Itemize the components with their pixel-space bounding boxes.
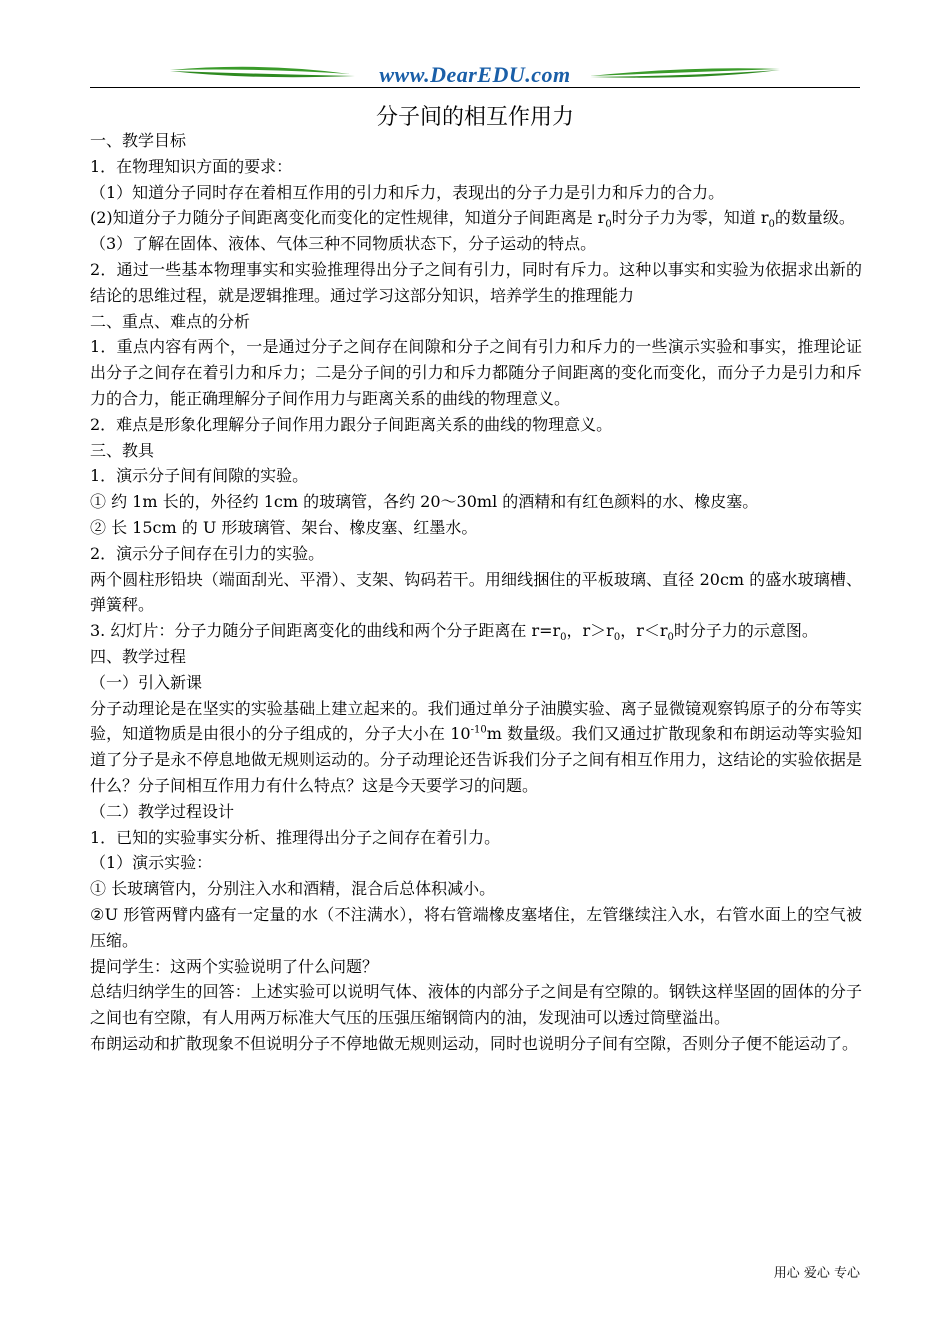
paragraph: 2．通过一些基本物理事实和实验推理得出分子之间有引力，同时有斥力。这种以事实和实验为依据求出新的结论的思维过程，就是逻辑推理。通过学习这部分知识，培养学生的推理能力: [90, 259, 862, 305]
paragraph: 分子动理论是在坚实的实验基础上建立起来的。我们通过单分子油膜实验、离子显微镜观察钨原子的分布等实验，知道物质是由很小的分子组成的，分子大小在 $10^{-10}m$ 数量级。我们又通过扩散现象和布朗运动等实验知道了分子是永不停息地做无规则运动的。分子动理论还告诉我们分子之间有相互作用力，这结论的实验依据是什么？分子间相互作用力有什么特点？这是今天要学习的问题。: [90, 698, 862, 795]
subsection-heading: （一）引入新课: [90, 672, 203, 692]
paragraph: 总结归纳学生的回答：上述实验可以说明气体、液体的内部分子之间是有空隙的。钢铁这样坚固的固体的分子之间也有空隙，有人用两万标准大气压的压强压缩钢筒内的油，发现油可以透过筒壁溢出。: [90, 982, 862, 1028]
section-heading: 四、教学过程: [90, 646, 187, 666]
document-body: [90, 128, 862, 1057]
paragraph: (2)知道分子力随分子间距离变化而变化的定性规律，知道分子间距离是 $r_0$时分子力为零，知道 $r_0$的数量级。: [90, 208, 855, 231]
header-divider: [90, 87, 860, 88]
subsection-heading: （二）教学过程设计: [90, 801, 235, 821]
paragraph: 布朗运动和扩散现象不但说明分子不停地做无规则运动，同时也说明分子间有空隙，否则分子便不能运动了。: [90, 1033, 859, 1053]
paragraph: 2．演示分子间存在引力的实验。: [90, 543, 325, 563]
page-footer: 用心 爱心 专心: [773, 1266, 860, 1281]
paragraph: ① 约 1m 长的，外径约 1cm 的玻璃管，各约 20～30ml 的酒精和有红色颜料的水、橡皮塞。: [90, 492, 759, 512]
paragraph: 提问学生：这两个实验说明了什么问题？: [90, 956, 379, 976]
section-heading: 三、教具: [90, 440, 155, 460]
paragraph: 2．难点是形象化理解分子间作用力跟分子间距离关系的曲线的物理意义。: [90, 414, 613, 434]
paragraph: （3）了解在固体、液体、气体三种不同物质状态下，分子运动的特点。: [90, 234, 597, 254]
paragraph: 1．已知的实验事实分析、推理得出分子之间存在着引力。: [90, 827, 501, 847]
paragraph: ②U 形管两臂内盛有一定量的水（不注满水），将右管端橡皮塞堵住，左管继续注入水，右管水面上的空气被压缩。: [90, 904, 862, 950]
paragraph: 1．重点内容有两个，一是通过分子之间存在间隙和分子之间有引力和斥力的一些演示实验和事实，推理论证出分子之间存在着引力和斥力；二是分子间的引力和斥力都随分子间距离的变化而变化，而分子力是引力和斥力的合力，能正确理解分子间作用力与距离关系的曲线的物理意义。: [90, 337, 862, 408]
paragraph: 1．演示分子间有间隙的实验。: [90, 466, 309, 486]
paragraph: ② 长 15cm 的 U 形玻璃管、架台、橡皮塞、红墨水。: [90, 517, 478, 537]
site-header: [90, 60, 860, 90]
paragraph: 两个圆柱形铅块（端面刮光、平滑）、支架、钩码若干。用细线捆住的平板玻璃、直径 20cm 的盛水玻璃槽、弹簧秤。: [90, 569, 862, 615]
section-heading: 一、教学目标: [90, 131, 187, 150]
section-heading: 二、重点、难点的分析: [90, 311, 251, 331]
paragraph: （1）演示实验：: [90, 853, 213, 873]
page-title: 分子间的相互作用力: [375, 105, 574, 130]
paragraph: 1．在物理知识方面的要求：: [90, 156, 293, 176]
paragraph: （1）知道分子同时存在着相互作用的引力和斥力，表现出的分子力是引力和斥力的合力。: [90, 182, 725, 202]
paragraph: 3. 幻灯片：分子力随分子间距离变化的曲线和两个分子距离在 $r=r_0$，$r>r_0$，$r<r_0$时分子力的示意图。: [90, 621, 818, 644]
paragraph: ① 长玻璃管内，分别注入水和酒精，混合后总体积减小。: [90, 879, 496, 899]
site-logo-text[interactable]: www.DearEDU.com: [379, 62, 571, 87]
